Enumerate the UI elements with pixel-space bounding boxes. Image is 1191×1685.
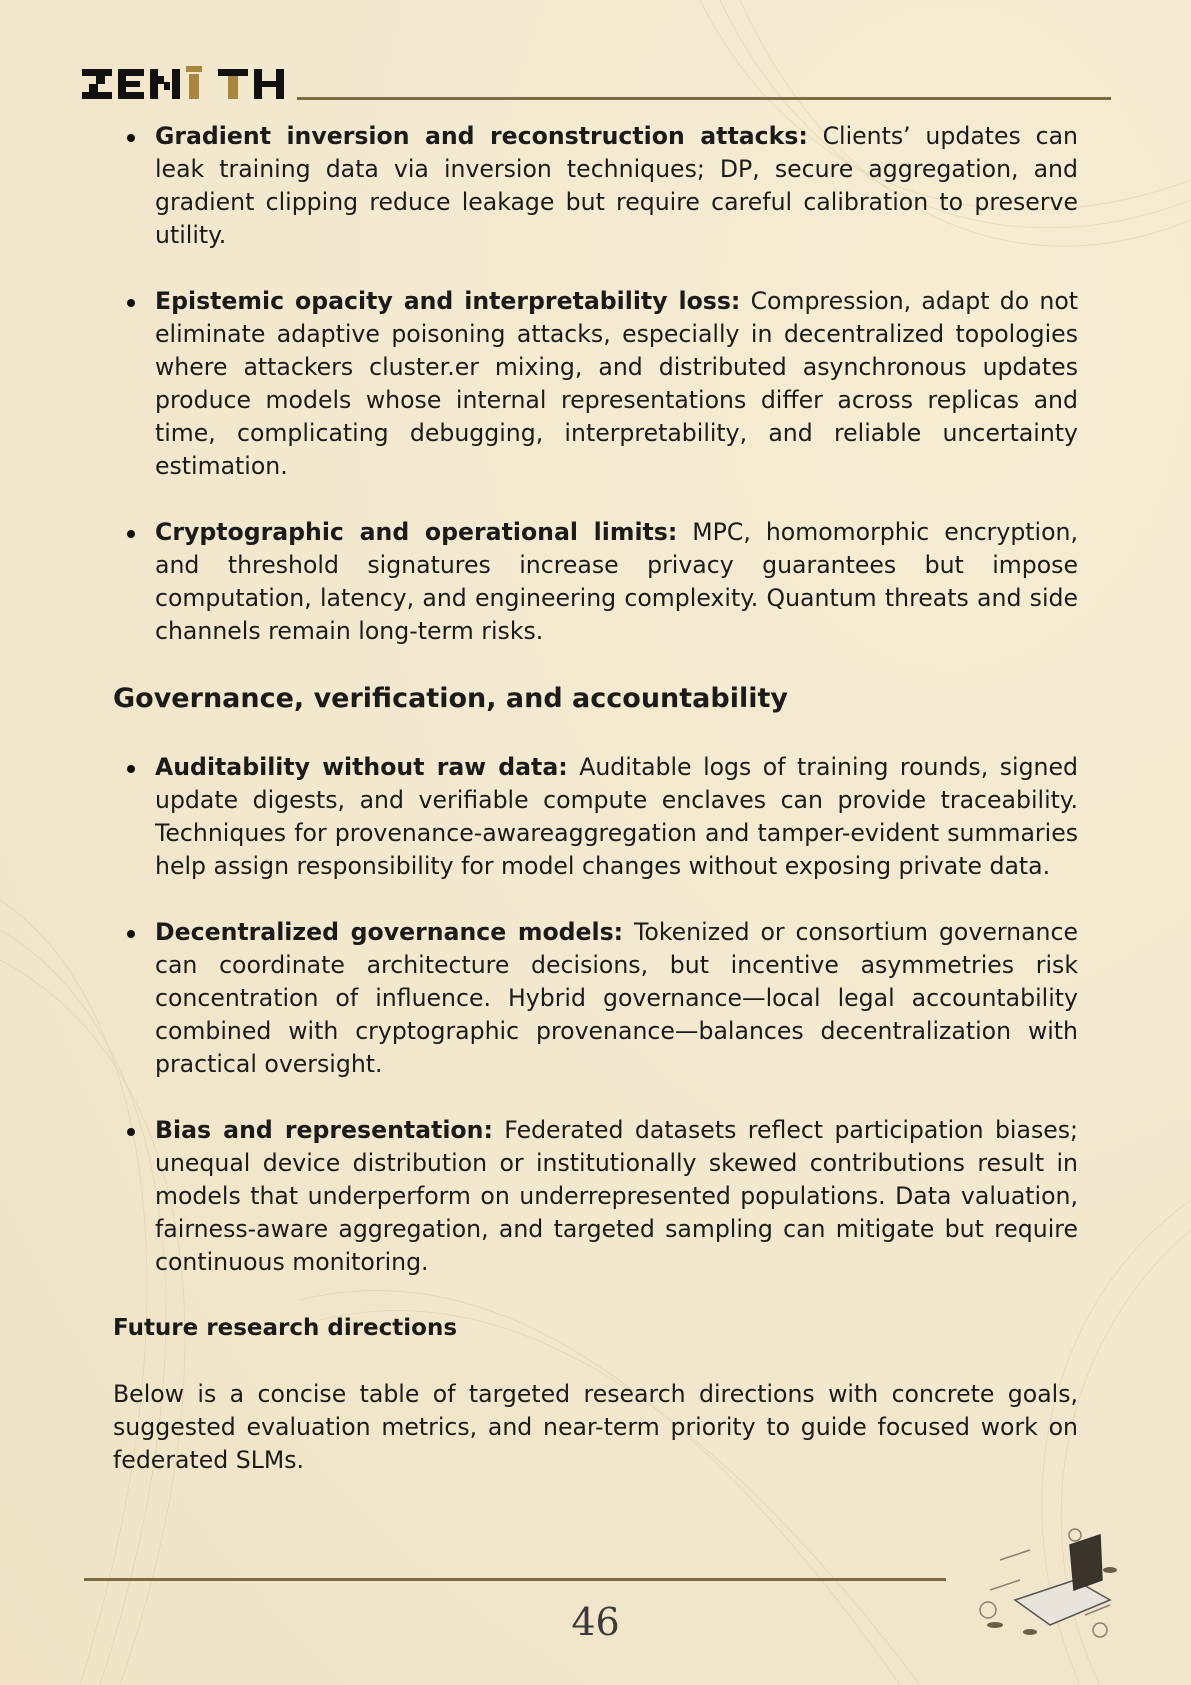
- bullet-term: Epistemic opacity and interpretability loss:: [155, 287, 741, 315]
- risk-bullet-list: [113, 120, 1078, 648]
- bullet-text: Federated datasets reflect participation biases; unequal device distribution or institutionally skewed contributions result in models that underperform on underrepresented populations. Data valuation, fairness-aware aggregation, and targeted sampling can mitigate but require continuous monitoring.: [155, 1116, 1078, 1276]
- subheading: Future research directions: [113, 1315, 458, 1341]
- bullet-term: Gradient inversion and reconstruction attacks:: [155, 122, 808, 150]
- bullet-text: Auditable logs of training rounds, signed update digests, and verifiable compute enclaves can provide traceability. Techniques for provenance-awareaggregation and tamper-evident summaries help assign responsibility for model changes without exposing private data.: [155, 753, 1078, 880]
- list-item: [113, 120, 1078, 252]
- bullet-text: Tokenized or consortium governance can coordinate architecture decisions, but incentive asymmetries risk concentration of influence. Hybrid governance—local legal accountability combined with cryptographic provenance—balances decentralization with practical oversight.: [155, 918, 1078, 1078]
- bullet-term: Auditability without raw data:: [155, 753, 568, 781]
- zenith-logo: [82, 66, 287, 102]
- section-heading: Governance, verification, and accountability: [113, 683, 788, 714]
- header-rule: [297, 97, 1111, 100]
- intro-paragraph: Below is a concise table of targeted research directions with concrete goals, suggested evaluation metrics, and near-term priority to guide focused work on federated SLMs.: [113, 1380, 1078, 1474]
- page-number: 46: [571, 1600, 620, 1644]
- laptop-circuit-icon: [970, 1520, 1120, 1640]
- bullet-term: Cryptographic and operational limits:: [155, 518, 678, 546]
- list-item: [113, 1114, 1078, 1279]
- list-item: [113, 916, 1078, 1081]
- footer-rule: [84, 1578, 946, 1581]
- governance-bullet-list: [113, 751, 1078, 1279]
- bullet-text: Compression, adapt do not eliminate adaptive poisoning attacks, especially in decentralized topologies where attackers cluster.er mixing, and distributed asynchronous updates produce models whose internal representations differ across replicas and time, complicating debugging, interpretability, and reliable uncertainty estimation.: [155, 287, 1078, 480]
- bullet-term: Decentralized governance models:: [155, 918, 624, 946]
- bullet-term: Bias and representation:: [155, 1116, 493, 1144]
- list-item: [113, 516, 1078, 648]
- bullet-text: MPC, homomorphic encryption, and threshold signatures increase privacy guarantees but impose computation, latency, and engineering complexity. Quantum threats and side channels remain long-term risks.: [155, 518, 1078, 645]
- list-item: [113, 751, 1078, 883]
- bullet-text: Clients’ updates can leak training data via inversion techniques; DP, secure aggregation, and gradient clipping reduce leakage but require careful calibration to preserve utility.: [155, 122, 1078, 249]
- list-item: [113, 285, 1078, 483]
- page-content: [113, 120, 1078, 1477]
